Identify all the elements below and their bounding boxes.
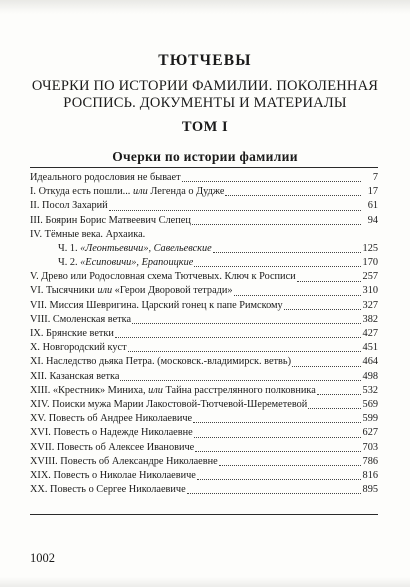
toc-entry bbox=[30, 355, 378, 369]
toc-entry-page: 464 bbox=[362, 356, 378, 368]
toc-entry bbox=[30, 455, 378, 469]
toc-entry bbox=[30, 270, 378, 284]
toc-entry-page: 257 bbox=[362, 271, 378, 283]
book-subtitle: ОЧЕРКИ ПО ИСТОРИИ ФАМИЛИИ. ПОКОЛЕННАЯ РОСПИСЬ. ДОКУМЕНТЫ И МАТЕРИАЛЫ bbox=[31, 78, 379, 111]
toc-leader-dots bbox=[195, 450, 361, 452]
toc-entry bbox=[30, 370, 378, 384]
section-heading: Очерки по истории фамилии bbox=[112, 149, 298, 164]
toc-entry-title-part: X. Новгородский куст bbox=[30, 342, 127, 354]
toc-entry bbox=[30, 228, 378, 242]
toc-entry-title-part: XVII. Повесть об Алексее Ивановиче bbox=[30, 441, 195, 453]
toc-entry-title bbox=[58, 242, 212, 256]
toc-entry-page: 170 bbox=[362, 257, 378, 269]
toc-leader-dots bbox=[187, 492, 361, 494]
toc-entry-page: 327 bbox=[362, 299, 378, 311]
toc-entry-title-part: XII. Казанская ветка bbox=[30, 370, 120, 382]
toc-leader-dots bbox=[213, 251, 361, 253]
toc-entry-title-part: II. Посол Захарий bbox=[30, 200, 108, 212]
toc-leader-dots bbox=[197, 478, 361, 480]
toc-leader-dots bbox=[115, 336, 361, 338]
toc-entry-page: 61 bbox=[367, 200, 378, 212]
toc-entry-title-part: IV. Тёмные века. Архаика. bbox=[30, 228, 146, 240]
toc-entry-page: 498 bbox=[362, 370, 378, 382]
toc-entry-title bbox=[30, 284, 233, 298]
toc-leader-dots bbox=[109, 209, 361, 211]
toc-entry bbox=[30, 398, 378, 412]
toc-leader-dots bbox=[194, 436, 361, 438]
toc-entry-title bbox=[30, 341, 127, 355]
toc-leader-dots bbox=[194, 265, 361, 267]
toc-entry-title-part: XX. Повесть о Сергее Николаевиче bbox=[30, 484, 186, 496]
toc-entry-title-part: VII. Миссия Шевригина. Царский гонец к папе Римскому bbox=[30, 299, 283, 311]
toc-entry-title bbox=[30, 199, 108, 213]
toc-entry bbox=[30, 313, 378, 327]
toc-entry-title bbox=[30, 384, 316, 398]
toc-entry-title-part: XIII. «Крестник» Миниха, bbox=[30, 384, 149, 396]
toc-entry-title-part: Ч. 2. bbox=[58, 257, 81, 269]
toc-entry-title bbox=[30, 313, 131, 327]
toc-leader-dots bbox=[317, 393, 361, 395]
page-number: 1002 bbox=[30, 551, 55, 565]
toc-entry-title-part: XV. Повесть об Андрее Николаевиче bbox=[30, 413, 193, 425]
toc-leader-dots bbox=[292, 365, 361, 367]
toc-entry-title-part: «Герои Дворовой тетради» bbox=[112, 285, 233, 297]
toc-entry-title bbox=[30, 299, 283, 313]
toc-leader-dots bbox=[120, 379, 361, 381]
toc-entry-page: 569 bbox=[362, 398, 378, 410]
toc-entry bbox=[30, 341, 378, 355]
toc-entry-title-part: XIX. Повесть о Николае Николаевиче bbox=[30, 469, 196, 481]
toc-leader-dots bbox=[297, 280, 361, 282]
toc-entry-page: 94 bbox=[367, 214, 378, 226]
toc-entry-title bbox=[30, 355, 291, 369]
toc-entry-title-part: IX. Брянские ветки bbox=[30, 328, 114, 340]
toc-entry bbox=[30, 327, 378, 341]
toc-leader-dots bbox=[284, 308, 361, 310]
toc-entry-title-part: VI. Тысячники bbox=[30, 285, 98, 297]
toc-leader-dots bbox=[308, 407, 361, 409]
toc-leader-dots bbox=[193, 421, 361, 423]
toc-entry bbox=[30, 299, 378, 313]
toc-entry bbox=[30, 384, 378, 398]
toc-entry-title bbox=[30, 412, 192, 426]
toc-entry-title-part: I. Откуда есть пошли... bbox=[30, 186, 133, 198]
toc-entry bbox=[30, 171, 378, 185]
toc-entry-page: 786 bbox=[362, 455, 378, 467]
toc-entry-page: 451 bbox=[362, 342, 378, 354]
toc-entry-title-part: VIII. Смоленская ветка bbox=[30, 313, 132, 325]
toc-entry bbox=[30, 285, 378, 299]
toc-entry-page: 310 bbox=[362, 285, 378, 297]
toc-entry-page: 816 bbox=[362, 469, 378, 481]
toc-entry-title bbox=[30, 270, 296, 284]
toc-entry-title-part: V. Древо или Родословная схема Тютчевых. Ключ к Росписи bbox=[30, 271, 296, 283]
toc-entry-page: 599 bbox=[362, 413, 378, 425]
toc-leader-dots bbox=[192, 223, 361, 225]
toc-entry-page: 895 bbox=[362, 484, 378, 496]
toc-entry-title-part: или bbox=[132, 186, 148, 198]
toc-entry-title-part: III. Боярин Борис Матвеевич Слепец bbox=[30, 214, 191, 226]
toc-entry-title-part: XVIII. Повесть об Александре Николаевне bbox=[30, 455, 218, 467]
toc-entry-title-part: XVI. Повесть о Надежде Николаевне bbox=[30, 427, 193, 439]
toc-entry-page: 382 bbox=[362, 313, 378, 325]
toc-entry bbox=[30, 412, 378, 426]
volume-heading: ТОМ I bbox=[181, 119, 229, 135]
toc-entry-title-part: «Леонтьевичи», Савельевские bbox=[80, 242, 212, 254]
toc-entry-title bbox=[30, 483, 186, 497]
toc-top-rule bbox=[30, 167, 378, 168]
toc-entry-page: 703 bbox=[362, 441, 378, 453]
toc-entry-title bbox=[30, 455, 218, 469]
table-of-contents bbox=[30, 171, 378, 497]
toc-entry-page: 627 bbox=[362, 427, 378, 439]
toc-leader-dots bbox=[132, 322, 361, 324]
toc-entry-title-part: или bbox=[97, 285, 113, 297]
toc-leader-dots bbox=[182, 180, 361, 182]
toc-entry-title bbox=[30, 228, 145, 242]
toc-entry-title bbox=[30, 171, 181, 185]
next-page-bleed bbox=[0, 577, 410, 587]
toc-entry-title bbox=[30, 426, 193, 440]
toc-entry-title-part: Ч. 1. bbox=[58, 242, 81, 254]
toc-entry-title bbox=[30, 441, 194, 455]
toc-entry-title-part: XIV. Поиски мужа Марии Лакостовой-Тютчевой-Шереметевой bbox=[30, 398, 308, 410]
toc-entry-title-part: «Есиповичи», Ерапоицкие bbox=[80, 257, 194, 269]
toc-leader-dots bbox=[234, 294, 361, 296]
toc-entry-title bbox=[30, 214, 191, 228]
toc-entry bbox=[30, 185, 378, 199]
toc-entry-title bbox=[30, 469, 196, 483]
toc-entry-page: 7 bbox=[372, 171, 378, 183]
book-title: ТЮТЧЕВЫ bbox=[158, 52, 252, 69]
toc-entry bbox=[30, 199, 378, 213]
toc-leader-dots bbox=[128, 350, 361, 352]
toc-entry-title-part: XI. Наследство дьяка Петра. (московск.-владимирск. ветвь) bbox=[30, 356, 292, 368]
toc-entry-title bbox=[58, 256, 193, 270]
toc-entry bbox=[30, 426, 378, 440]
toc-entry-title-part: или bbox=[148, 384, 163, 396]
toc-leader-dots bbox=[219, 464, 361, 466]
toc-entry-page: 125 bbox=[362, 242, 378, 254]
toc-entry-title bbox=[30, 185, 224, 199]
toc-entry bbox=[30, 441, 378, 455]
toc-entry-page: 532 bbox=[362, 384, 378, 396]
toc-entry bbox=[30, 483, 378, 497]
toc-entry bbox=[30, 256, 378, 270]
toc-bottom-rule bbox=[30, 514, 378, 515]
toc-entry bbox=[30, 469, 378, 483]
previous-page-bleed bbox=[0, 0, 410, 14]
toc-entry-title-part: Идеального родословия не бывает bbox=[30, 171, 181, 183]
toc-entry-title bbox=[30, 327, 114, 341]
toc-entry-page: 427 bbox=[362, 328, 378, 340]
toc-entry-title-part: Легенда о Дудже bbox=[147, 186, 225, 198]
toc-entry bbox=[30, 214, 378, 228]
toc-entry bbox=[30, 242, 378, 256]
toc-entry-title bbox=[30, 370, 119, 384]
toc-entry-title bbox=[30, 398, 307, 412]
toc-entry-title-part: Тайна расстрелянного полковника bbox=[162, 384, 316, 396]
toc-entry-page: 17 bbox=[367, 186, 378, 198]
toc-leader-dots bbox=[225, 194, 361, 196]
